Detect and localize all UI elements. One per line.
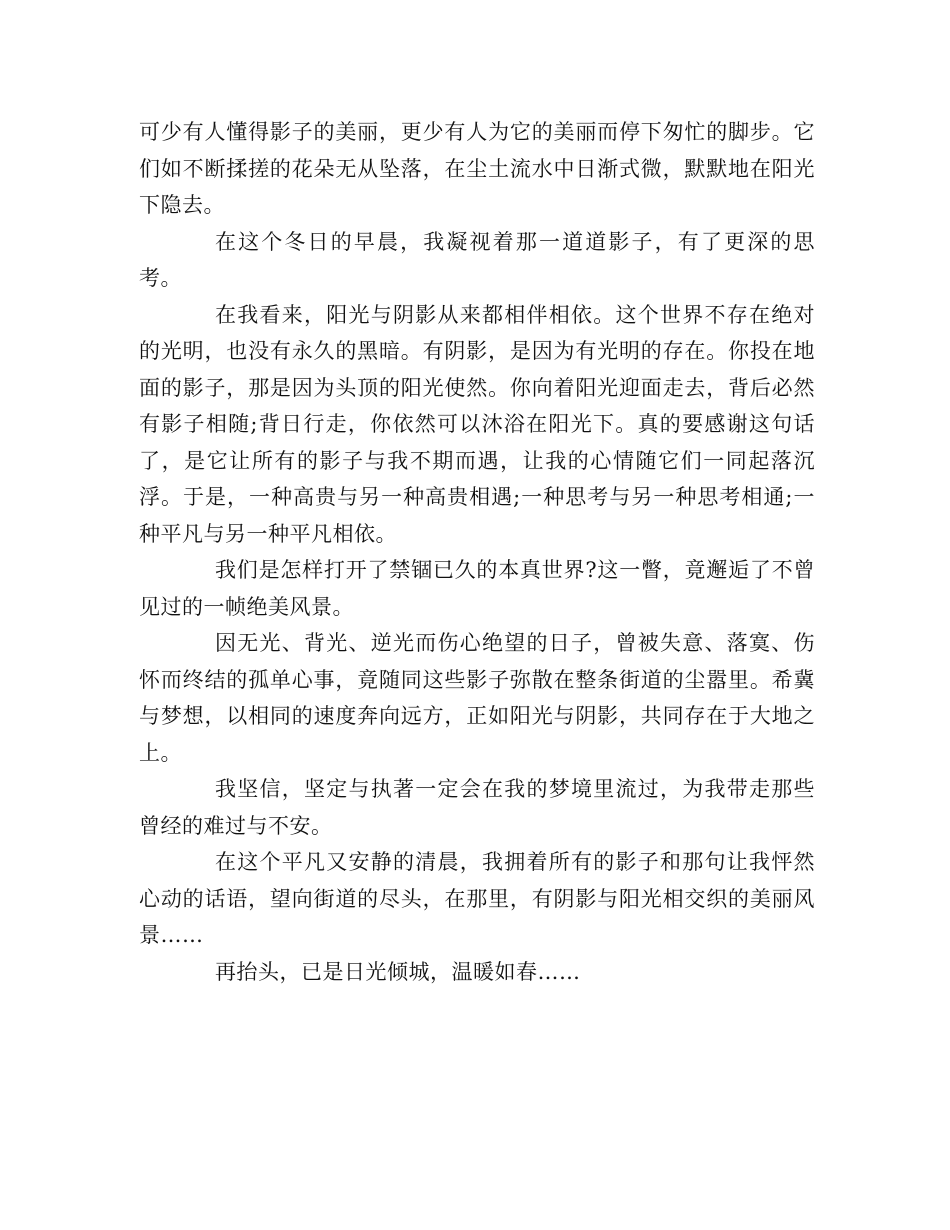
paragraph-1: 可少有人懂得影子的美丽，更少有人为它的美丽而停下匆忙的脚步。它们如不断揉搓的花朵无从坠落，在尘土流水中日渐式微，默默地在阳光下隐去。 — [139, 120, 815, 217]
document-body — [139, 114, 815, 990]
paragraph-3: 在我看来，阳光与阴影从来都相伴相依。这个世界不存在绝对的光明，也没有永久的黑暗。有阴影，是因为有光明的存在。你投在地面的影子，那是因为头顶的阳光使然。你向着阳光迎面走去，背后必然有影子相随;背日行走，你依然可以沐浴在阳光下。真的要感谢这句话了，是它让所有的影子与我不期而遇，让我的心情随它们一同起落沉浮。于是，一种高贵与另一种高贵相遇;一种思考与另一种思考相通;一种平凡与另一种平凡相依。 — [139, 302, 815, 546]
paragraph-5: 因无光、背光、逆光而伤心绝望的日子，曾被失意、落寞、伤怀而终结的孤单心事，竟随同这些影子弥散在整条街道的尘嚣里。希冀与梦想，以相同的速度奔向远方，正如阳光与阴影，共同存在于大地之上。 — [139, 631, 815, 765]
paragraph-4: 我们是怎样打开了禁锢已久的本真世界?这一瞥，竟邂逅了不曾见过的一帧绝美风景。 — [139, 558, 815, 619]
paragraph-7: 在这个平凡又安静的清晨，我拥着所有的影子和那句让我怦然心动的话语，望向街道的尽头，在那里，有阴影与阳光相交织的美丽风景…… — [139, 850, 815, 947]
paragraph-2: 在这个冬日的早晨，我凝视着那一道道影子，有了更深的思考。 — [139, 229, 815, 290]
paragraph-8: 再抬头，已是日光倾城，温暖如春…… — [215, 959, 581, 984]
paragraph-6: 我坚信，坚定与执著一定会在我的梦境里流过，为我带走那些曾经的难过与不安。 — [139, 777, 815, 838]
